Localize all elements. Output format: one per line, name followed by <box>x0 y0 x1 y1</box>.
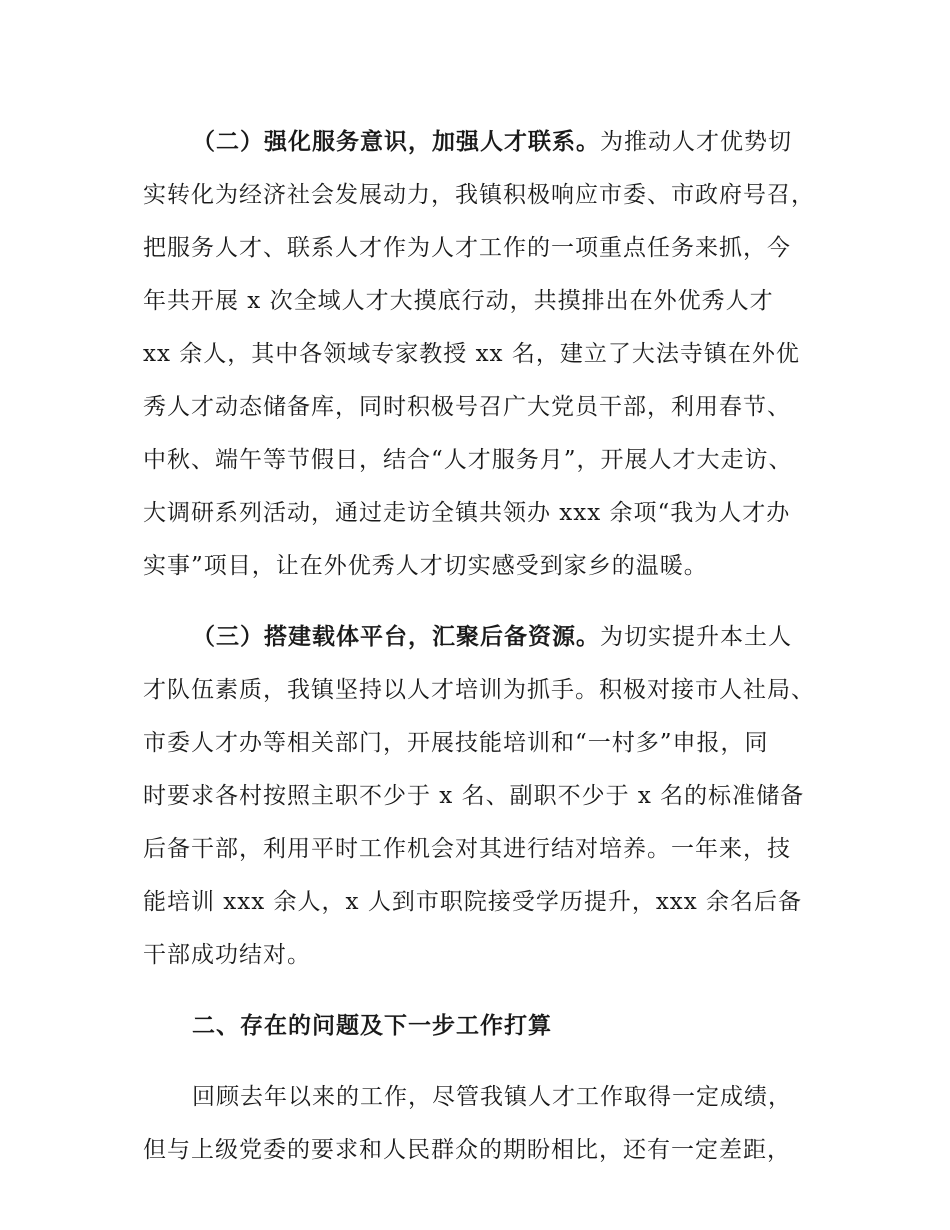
paragraph-line: 时要求各村按照主职不少于 x 名、副职不少于 x 名的标准储备 <box>143 783 805 809</box>
paragraph-line: 秀人才动态储备库，同时积极号召广大党员干部，利用春节、 <box>143 394 791 420</box>
paragraph-line <box>192 127 792 157</box>
paragraph-line: 后备干部，利用平时工作机会对其进行结对培养。一年来，技 <box>143 836 791 862</box>
paragraph-line: 年共开展 x 次全域人才大摸底行动，共摸排出在外优秀人才 <box>143 288 774 314</box>
paragraph-line: 市委人才办等相关部门，开展技能培训和“一村多”申报，同 <box>143 730 769 756</box>
paragraph-line <box>192 622 792 652</box>
paragraph-line: 干部成功结对。 <box>143 942 311 968</box>
paragraph-line: 实事”项目，让在外优秀人才切实感受到家乡的温暖。 <box>143 553 708 579</box>
paragraph-line: 大调研系列活动，通过走访全镇共领办 xxx 余项“我为人才办 <box>143 500 791 526</box>
paragraph-text: 为切实提升本土人 <box>600 624 792 650</box>
section-heading-3: （三）搭建载体平台，汇聚后备资源。 <box>192 624 600 650</box>
paragraph-line: 实转化为经济社会发展动力，我镇积极响应市委、市政府号召， <box>143 182 815 208</box>
paragraph-line: 把服务人才、联系人才作为人才工作的一项重点任务来抓，今 <box>143 235 791 261</box>
part-heading: 二、存在的问题及下一步工作打算 <box>192 1013 552 1039</box>
paragraph-line: 才队伍素质，我镇坚持以人才培训为抓手。积极对接市人社局、 <box>143 677 815 703</box>
paragraph-line: 能培训 xxx 余人，x 人到市职院接受学历提升，xxx 余名后备 <box>143 889 803 915</box>
paragraph-line: 但与上级党委的要求和人民群众的期盼相比，还有一定差距， <box>143 1137 791 1163</box>
paragraph-text: 为推动人才优势切 <box>600 129 792 155</box>
paragraph-line: 回顾去年以来的工作，尽管我镇人才工作取得一定成绩， <box>192 1084 792 1110</box>
paragraph-line: xx 余人，其中各领域专家教授 xx 名，建立了大法寺镇在外优 <box>143 341 800 367</box>
section-heading-2: （二）强化服务意识，加强人才联系。 <box>192 129 600 155</box>
paragraph-line: 中秋、端午等节假日，结合“人才服务月”，开展人才大走访、 <box>143 447 793 473</box>
